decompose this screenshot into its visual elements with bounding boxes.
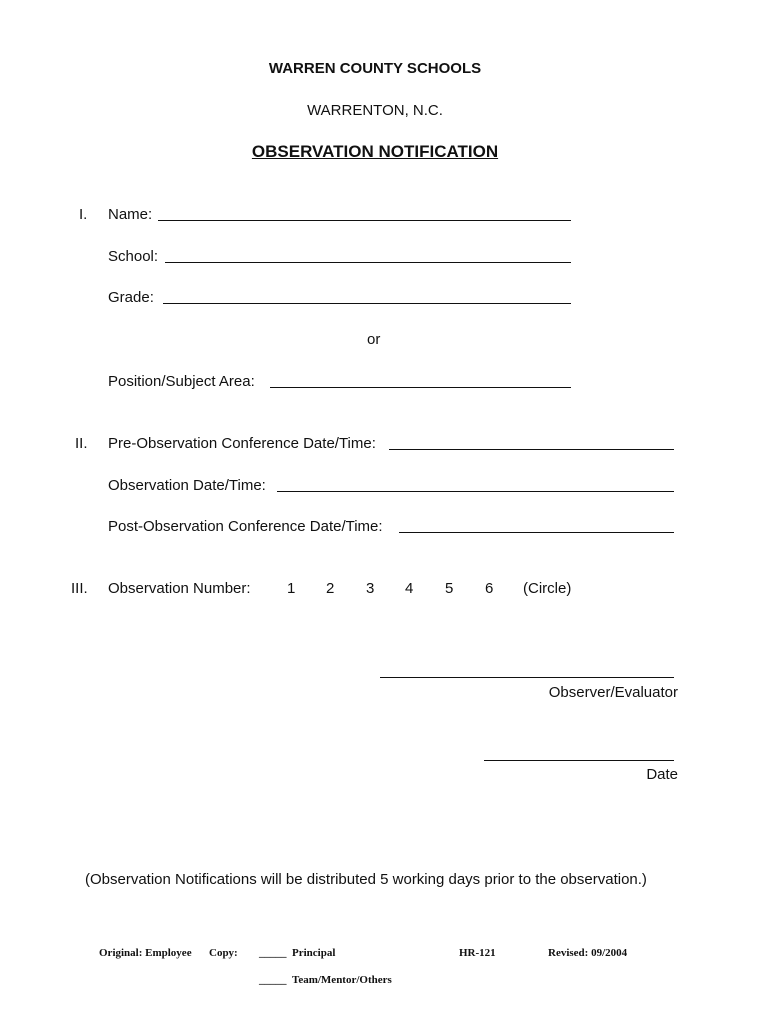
observation-number-option[interactable]: 5 (445, 580, 454, 597)
date-signature-field[interactable] (484, 760, 674, 761)
footer-revised: Revised: 09/2004 (548, 947, 628, 959)
observation-number-option[interactable]: 4 (405, 580, 414, 597)
observation-number-option[interactable]: 2 (326, 580, 335, 597)
section-2-numeral: II. (75, 435, 88, 452)
pre-observation-label: Pre-Observation Conference Date/Time: (108, 435, 376, 452)
name-label: Name: (108, 206, 153, 223)
observer-evaluator-label: Observer/Evaluator (548, 684, 678, 701)
post-observation-field[interactable] (399, 532, 674, 533)
school-label: School: (108, 248, 159, 265)
date-label: Date (646, 766, 678, 783)
footer-team: Team/Mentor/Others (292, 974, 392, 986)
observation-number-label: Observation Number: (108, 580, 251, 597)
footer-blank-principal: _____ (259, 947, 287, 959)
section-3-numeral: III. (71, 580, 88, 597)
organization-name: WARREN COUNTY SCHOOLS (268, 60, 482, 77)
footer-original: Original: Employee (99, 947, 192, 959)
footer-principal: Principal (292, 947, 336, 959)
observer-signature-field[interactable] (380, 677, 674, 678)
grade-field[interactable] (163, 303, 571, 304)
grade-label: Grade: (108, 289, 154, 306)
organization-city: WARRENTON, N.C. (307, 102, 443, 119)
school-field[interactable] (165, 262, 571, 263)
post-observation-label: Post-Observation Conference Date/Time: (108, 518, 383, 535)
name-field[interactable] (158, 220, 571, 221)
position-subject-field[interactable] (270, 387, 571, 388)
footer-blank-team: _____ (259, 974, 287, 986)
observation-number-option[interactable]: 6 (485, 580, 494, 597)
or-text: or (367, 331, 381, 348)
circle-note: (Circle) (523, 580, 572, 597)
pre-observation-field[interactable] (389, 449, 674, 450)
footer-form-id: HR-121 (459, 947, 496, 959)
distribution-note: (Observation Notifications will be distributed 5 working days prior to the observation.) (85, 871, 647, 888)
observation-number-option[interactable]: 3 (366, 580, 375, 597)
footer-copy: Copy: (209, 947, 238, 959)
form-title: OBSERVATION NOTIFICATION (251, 142, 499, 161)
observation-number-option[interactable]: 1 (287, 580, 296, 597)
section-1-numeral: I. (79, 206, 88, 223)
observation-date-field[interactable] (277, 491, 674, 492)
position-subject-label: Position/Subject Area: (108, 373, 255, 390)
observation-date-label: Observation Date/Time: (108, 477, 266, 494)
